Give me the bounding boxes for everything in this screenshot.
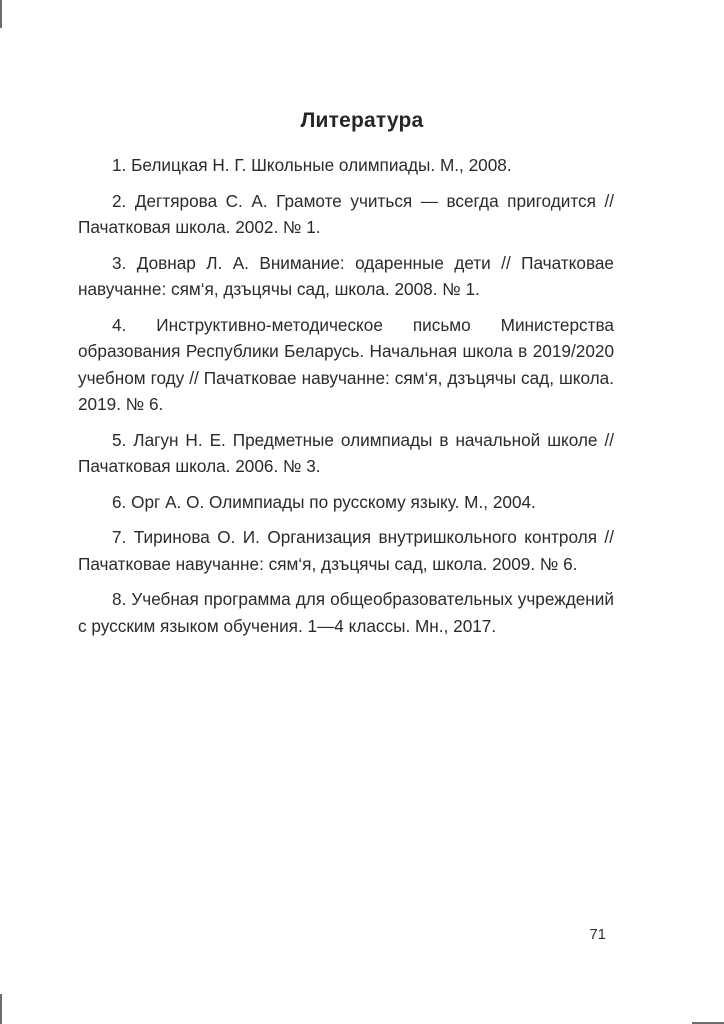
reference-item: 2. Дегтярова С. А. Грамоте учиться — всегда пригодится // Пачатковая школа. 2002. № 1. xyxy=(78,190,614,237)
reference-item: 7. Тиринова О. И. Организация внутришкольного контроля // Пачатковае навучанне: сям‘я, дзъцячы сад, школа. 2009. № 6. xyxy=(78,527,614,574)
reference-item: 8. Учебная программа для общеобразовательных учреждений с русским языком обучения. 1—4 классы. Мн., 2017. xyxy=(78,589,614,636)
crop-mark xyxy=(0,994,2,1024)
reference-item: 4. Инструктивно-методическое письмо Министерства образования Республики Беларусь. Начальная школа в 2019/2020 учебном году // Пачатковае навучанне: сям‘я, дзъцячы сад, школа. 2019. № 6. xyxy=(78,314,614,414)
crop-mark xyxy=(0,0,2,28)
reference-item: 5. Лагун Н. Е. Предметные олимпиады в начальной школе // Пачатковая школа. 2006. № 3. xyxy=(78,429,614,476)
reference-item: 1. Белицкая Н. Г. Школьные олимпиады. М., 2008. xyxy=(112,155,512,175)
reference-item: 3. Довнар Л. А. Внимание: одаренные дети // Пачатковае навучанне: сям‘я, дзъцячы сад, школа. 2008. № 1. xyxy=(78,252,614,299)
page-number: 71 xyxy=(589,926,606,943)
reference-item: 6. Орг А. О. Олимпиады по русскому языку. М., 2004. xyxy=(112,491,536,512)
page-title: Литература xyxy=(300,109,424,132)
reference-list xyxy=(78,152,614,648)
